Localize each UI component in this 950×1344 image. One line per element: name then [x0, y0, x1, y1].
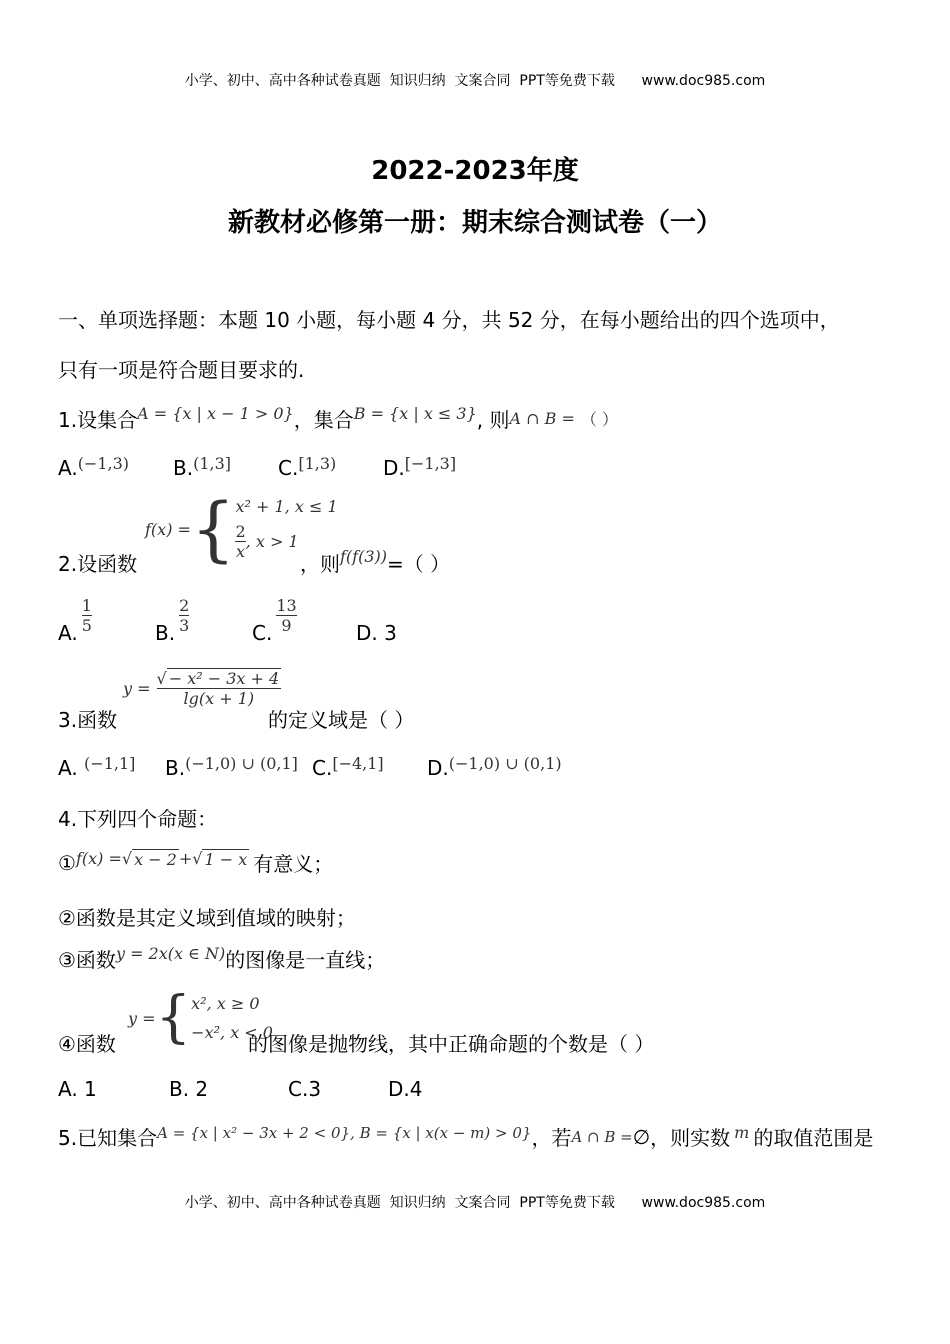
q1-set-b: B = {x | x ≤ 3} [353, 404, 477, 423]
q1-option-d: D.[−1,3] [383, 454, 457, 480]
q2-option-b: B. $\frac{2}{3}$ [155, 596, 190, 645]
q1-paren: （ ） [580, 410, 618, 429]
q3-y: y = [123, 678, 151, 698]
q1-option-c: C.$^{[1,3)}$ [278, 454, 337, 480]
section-intro-line2: 只有一项是符合题目要求的. [58, 358, 305, 382]
question-5: 5.已知集合 A = {x | x² − 3x + 2 < 0}, B = {x | x(x − m) > 0} ，若 A ∩ B = ∅ ，则实数 m 的取值范围是 [58, 1123, 874, 1150]
q4-proposition-4-prefix: ④函数 [58, 1032, 116, 1056]
q2-case2-cond: , x > 1 [245, 532, 299, 551]
page-header: 小学、初中、高中各种试卷真题 知识归纳 文案合同 PPT等免费下载 www.doc985.com [184, 73, 766, 89]
q4-option-b: B. 2 [169, 1077, 209, 1101]
q4-proposition-3: ③函数 y = 2x(x ∈ N) 的图像是一直线； [58, 944, 386, 972]
title-main: 新教材必修第一册：期末综合测试卷（一） [227, 208, 722, 238]
q5-expr: A = {x | x² − 3x + 2 < 0}, B = {x | x(x − m) > 0} [157, 1123, 532, 1142]
q2-brace: { [190, 488, 236, 570]
q4-piecewise: y = { x², x ≥ 0 −x², x < 0 [128, 985, 273, 1050]
q2-then: ，则 [300, 552, 340, 576]
q3-tail: 的定义域是（ ） [268, 708, 415, 732]
empty-set-symbol: ∅ [632, 1124, 651, 1149]
question-2-tail [300, 548, 450, 577]
q3-option-a: A. $^{(-1,1]}$ [58, 754, 136, 780]
title-year: 2022-2023年度 [371, 156, 579, 186]
q3-option-d: D.$^{(-1,0) \cup (0,1)}$ [427, 754, 562, 780]
q2-option-c: C. $\frac{13}{9}$ [252, 596, 297, 645]
q3-function [123, 668, 281, 708]
q2-expr: f(f(3)) [340, 547, 387, 566]
q4-proposition-4-tail: 的图像是抛物线，其中正确命题的个数是（ ） [248, 1032, 655, 1056]
q1-set-a: A = {x | x − 1 > 0} [137, 404, 294, 423]
q3-option-b: B.$^{(-1,0) \cup (0,1]}$ [165, 754, 298, 780]
question-1 [58, 404, 618, 433]
q1-mid: ，集合 [293, 408, 354, 432]
q1-prefix: 1.设集合 [58, 408, 138, 432]
q2-fx: f(x) = [145, 519, 191, 539]
q2-option-d: D. 3 [356, 621, 397, 645]
section-intro-line1: 一、单项选择题：本题 10 小题，每小题 4 分，共 52 分，在每小题给出的四个选项中， [58, 308, 840, 332]
q3-option-c: C.[−4,1] [312, 754, 384, 780]
q4-option-d: D.4 [388, 1077, 423, 1101]
q2-case1: x² + 1, x ≤ 1 [235, 497, 338, 516]
q4-option-c: C.3 [288, 1077, 322, 1101]
q4-proposition-2: ②函数是其定义域到值域的映射； [58, 906, 356, 930]
q3-frac: √ − x² − 3x + 4 lg(x + 1) [156, 668, 280, 708]
question-4-prefix: 4.下列四个命题： [58, 807, 218, 831]
q2-option-a: A. $\frac{1}{5}$ [58, 596, 92, 645]
q4-option-a: A. 1 [58, 1077, 97, 1101]
q4-proposition-1: ① f(x) = √ x − 2 + √ 1 − x 有意义； [58, 849, 334, 876]
q2-case2-frac: $\frac{2}{x}$ [235, 522, 246, 561]
question-3-prefix: 3.函数 [58, 708, 118, 732]
q1-option-a: A.$^{(-1,3)}$ [58, 454, 130, 480]
page-footer: 小学、初中、高中各种试卷真题 知识归纳 文案合同 PPT等免费下载 www.doc985.com [184, 1195, 766, 1211]
q2-tail: =（ ） [387, 552, 451, 576]
q1-expr: A ∩ B = [509, 409, 575, 428]
q1-then: , 则 [476, 408, 510, 432]
question-2-prefix: 2.设函数 [58, 552, 138, 576]
q1-option-b: B.$^{(1,3]}$ [173, 454, 232, 480]
